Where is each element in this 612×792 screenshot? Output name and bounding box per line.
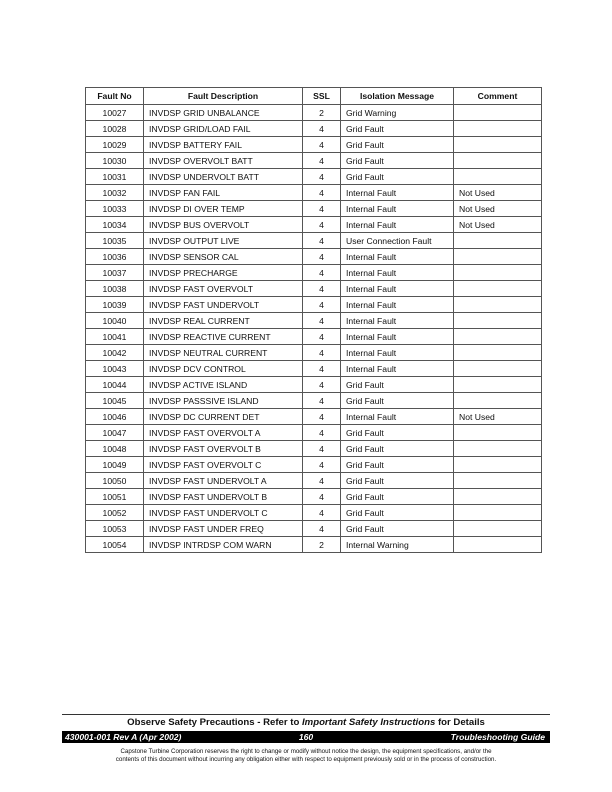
disclaimer-line-1: Capstone Turbine Corporation reserves the right to change or modify without notice the design, the equipment specifications, and/or the (120, 748, 492, 755)
cell-fault-no: 10039 (86, 297, 144, 313)
cell-isolation-message: User Connection Fault (341, 233, 454, 249)
cell-isolation-message: Internal Warning (341, 537, 454, 553)
cell-comment: Not Used (454, 185, 542, 201)
table-row (86, 105, 542, 121)
cell-comment (454, 521, 542, 537)
cell-fault-no: 10038 (86, 281, 144, 297)
cell-fault-description: INVDSP BUS OVERVOLT (144, 217, 303, 233)
cell-fault-description: INVDSP BATTERY FAIL (144, 137, 303, 153)
table-row (86, 249, 542, 265)
cell-isolation-message: Grid Fault (341, 425, 454, 441)
table-row (86, 473, 542, 489)
cell-ssl: 4 (303, 329, 341, 345)
cell-ssl: 4 (303, 521, 341, 537)
table-row (86, 217, 542, 233)
cell-isolation-message: Internal Fault (341, 361, 454, 377)
cell-ssl: 4 (303, 233, 341, 249)
cell-comment (454, 313, 542, 329)
cell-isolation-message: Internal Fault (341, 329, 454, 345)
cell-fault-no: 10041 (86, 329, 144, 345)
cell-comment: Not Used (454, 201, 542, 217)
legal-disclaimer (62, 748, 550, 764)
table-row (86, 457, 542, 473)
table-row (86, 537, 542, 553)
cell-ssl: 4 (303, 185, 341, 201)
cell-ssl: 4 (303, 313, 341, 329)
cell-isolation-message: Internal Fault (341, 201, 454, 217)
cell-fault-no: 10028 (86, 121, 144, 137)
cell-comment (454, 505, 542, 521)
table-row (86, 313, 542, 329)
cell-fault-description: INVDSP FAST UNDERVOLT B (144, 489, 303, 505)
table-row (86, 233, 542, 249)
cell-comment (454, 345, 542, 361)
cell-fault-no: 10049 (86, 457, 144, 473)
cell-ssl: 4 (303, 265, 341, 281)
cell-isolation-message: Internal Fault (341, 297, 454, 313)
cell-isolation-message: Grid Fault (341, 377, 454, 393)
cell-fault-description: INVDSP DC CURRENT DET (144, 409, 303, 425)
table-row (86, 265, 542, 281)
cell-fault-description: INVDSP FAST UNDERVOLT A (144, 473, 303, 489)
cell-comment (454, 137, 542, 153)
table-row (86, 153, 542, 169)
cell-fault-description: INVDSP FAST OVERVOLT C (144, 457, 303, 473)
cell-ssl: 2 (303, 537, 341, 553)
cell-fault-no: 10034 (86, 217, 144, 233)
cell-comment (454, 537, 542, 553)
table-row (86, 345, 542, 361)
cell-comment (454, 361, 542, 377)
cell-isolation-message: Grid Fault (341, 457, 454, 473)
cell-isolation-message: Internal Fault (341, 409, 454, 425)
cell-isolation-message: Grid Fault (341, 489, 454, 505)
cell-fault-description: INVDSP ACTIVE ISLAND (144, 377, 303, 393)
cell-comment: Not Used (454, 217, 542, 233)
cell-comment (454, 425, 542, 441)
cell-isolation-message: Grid Fault (341, 441, 454, 457)
table-row (86, 137, 542, 153)
cell-ssl: 4 (303, 137, 341, 153)
guide-title: Troubleshooting Guide (450, 732, 545, 742)
cell-ssl: 4 (303, 217, 341, 233)
cell-fault-description: INVDSP FAST UNDER FREQ (144, 521, 303, 537)
cell-comment (454, 457, 542, 473)
cell-isolation-message: Grid Fault (341, 521, 454, 537)
footer-divider (62, 714, 550, 715)
cell-isolation-message: Grid Warning (341, 105, 454, 121)
cell-comment (454, 153, 542, 169)
header-fault-no: Fault No (86, 88, 144, 105)
cell-comment: Not Used (454, 409, 542, 425)
table-row (86, 281, 542, 297)
cell-fault-description: INVDSP GRID/LOAD FAIL (144, 121, 303, 137)
cell-isolation-message: Grid Fault (341, 169, 454, 185)
table-row (86, 185, 542, 201)
header-fault-description: Fault Description (144, 88, 303, 105)
cell-fault-no: 10050 (86, 473, 144, 489)
disclaimer-line-2: contents of this document without incurring any obligation either with respect to equipment previously sold or in the process of construction. (115, 756, 497, 763)
cell-isolation-message: Internal Fault (341, 217, 454, 233)
header-ssl: SSL (303, 88, 341, 105)
cell-fault-description: INVDSP REAL CURRENT (144, 313, 303, 329)
cell-fault-description: INVDSP INTRDSP COM WARN (144, 537, 303, 553)
cell-ssl: 4 (303, 489, 341, 505)
safety-prefix: Observe Safety Precautions - Refer to (127, 717, 303, 728)
cell-isolation-message: Internal Fault (341, 265, 454, 281)
table-row (86, 297, 542, 313)
cell-ssl: 4 (303, 441, 341, 457)
cell-comment (454, 105, 542, 121)
cell-fault-no: 10035 (86, 233, 144, 249)
cell-isolation-message: Grid Fault (341, 137, 454, 153)
cell-fault-no: 10054 (86, 537, 144, 553)
table-row (86, 425, 542, 441)
cell-fault-description: INVDSP PASSSIVE ISLAND (144, 393, 303, 409)
cell-fault-description: INVDSP DCV CONTROL (144, 361, 303, 377)
cell-isolation-message: Internal Fault (341, 281, 454, 297)
cell-fault-description: INVDSP REACTIVE CURRENT (144, 329, 303, 345)
table-header-row (86, 88, 542, 105)
table-row (86, 409, 542, 425)
cell-ssl: 4 (303, 249, 341, 265)
cell-fault-no: 10037 (86, 265, 144, 281)
cell-fault-no: 10033 (86, 201, 144, 217)
cell-fault-description: INVDSP UNDERVOLT BATT (144, 169, 303, 185)
cell-fault-no: 10046 (86, 409, 144, 425)
safety-notice (62, 717, 550, 728)
cell-fault-no: 10030 (86, 153, 144, 169)
table-row (86, 121, 542, 137)
table-row (86, 441, 542, 457)
cell-isolation-message: Internal Fault (341, 345, 454, 361)
cell-fault-no: 10031 (86, 169, 144, 185)
footer-bar (62, 731, 550, 743)
cell-fault-description: INVDSP OUTPUT LIVE (144, 233, 303, 249)
cell-isolation-message: Grid Fault (341, 505, 454, 521)
cell-isolation-message: Internal Fault (341, 313, 454, 329)
cell-fault-no: 10029 (86, 137, 144, 153)
cell-fault-no: 10042 (86, 345, 144, 361)
cell-fault-no: 10053 (86, 521, 144, 537)
header-comment: Comment (454, 88, 542, 105)
safety-instructions-link-text: Important Safety Instructions (302, 717, 436, 728)
cell-fault-no: 10048 (86, 441, 144, 457)
cell-fault-description: INVDSP FAST OVERVOLT (144, 281, 303, 297)
cell-isolation-message: Grid Fault (341, 473, 454, 489)
cell-ssl: 4 (303, 297, 341, 313)
cell-fault-no: 10045 (86, 393, 144, 409)
cell-fault-description: INVDSP NEUTRAL CURRENT (144, 345, 303, 361)
fault-table-body (86, 105, 542, 553)
cell-comment (454, 121, 542, 137)
table-row (86, 521, 542, 537)
cell-ssl: 4 (303, 361, 341, 377)
cell-comment (454, 473, 542, 489)
cell-ssl: 4 (303, 169, 341, 185)
cell-fault-no: 10032 (86, 185, 144, 201)
cell-comment (454, 169, 542, 185)
cell-ssl: 4 (303, 377, 341, 393)
cell-comment (454, 489, 542, 505)
cell-isolation-message: Grid Fault (341, 393, 454, 409)
cell-comment (454, 441, 542, 457)
cell-fault-no: 10043 (86, 361, 144, 377)
table-row (86, 377, 542, 393)
cell-ssl: 4 (303, 505, 341, 521)
table-row (86, 505, 542, 521)
cell-fault-description: INVDSP DI OVER TEMP (144, 201, 303, 217)
cell-comment (454, 281, 542, 297)
cell-ssl: 4 (303, 393, 341, 409)
table-row (86, 393, 542, 409)
cell-comment (454, 249, 542, 265)
cell-fault-description: INVDSP FAST OVERVOLT A (144, 425, 303, 441)
cell-ssl: 4 (303, 121, 341, 137)
cell-ssl: 4 (303, 457, 341, 473)
cell-comment (454, 377, 542, 393)
cell-ssl: 4 (303, 281, 341, 297)
cell-isolation-message: Grid Fault (341, 121, 454, 137)
page-number: 160 (298, 732, 314, 742)
cell-fault-no: 10047 (86, 425, 144, 441)
cell-comment (454, 329, 542, 345)
header-isolation-message: Isolation Message (341, 88, 454, 105)
cell-comment (454, 393, 542, 409)
cell-comment (454, 265, 542, 281)
cell-ssl: 4 (303, 345, 341, 361)
cell-ssl: 4 (303, 409, 341, 425)
cell-fault-no: 10051 (86, 489, 144, 505)
cell-fault-no: 10036 (86, 249, 144, 265)
cell-fault-description: INVDSP FAST UNDERVOLT (144, 297, 303, 313)
cell-fault-description: INVDSP GRID UNBALANCE (144, 105, 303, 121)
cell-fault-no: 10040 (86, 313, 144, 329)
cell-ssl: 4 (303, 153, 341, 169)
cell-fault-description: INVDSP FAST OVERVOLT B (144, 441, 303, 457)
cell-fault-no: 10052 (86, 505, 144, 521)
table-row (86, 329, 542, 345)
document-id: 430001-001 Rev A (Apr 2002) (65, 732, 182, 742)
cell-fault-no: 10027 (86, 105, 144, 121)
cell-ssl: 4 (303, 201, 341, 217)
cell-fault-description: INVDSP OVERVOLT BATT (144, 153, 303, 169)
cell-isolation-message: Internal Fault (341, 249, 454, 265)
cell-fault-description: INVDSP PRECHARGE (144, 265, 303, 281)
cell-comment (454, 233, 542, 249)
safety-suffix: for Details (435, 717, 485, 728)
cell-isolation-message: Internal Fault (341, 185, 454, 201)
cell-ssl: 4 (303, 473, 341, 489)
fault-code-table (85, 87, 542, 553)
table-row (86, 489, 542, 505)
cell-fault-description: INVDSP FAST UNDERVOLT C (144, 505, 303, 521)
cell-comment (454, 297, 542, 313)
cell-isolation-message: Grid Fault (341, 153, 454, 169)
table-row (86, 169, 542, 185)
cell-fault-description: INVDSP FAN FAIL (144, 185, 303, 201)
cell-fault-description: INVDSP SENSOR CAL (144, 249, 303, 265)
cell-ssl: 2 (303, 105, 341, 121)
table-row (86, 361, 542, 377)
cell-ssl: 4 (303, 425, 341, 441)
cell-fault-no: 10044 (86, 377, 144, 393)
table-row (86, 201, 542, 217)
